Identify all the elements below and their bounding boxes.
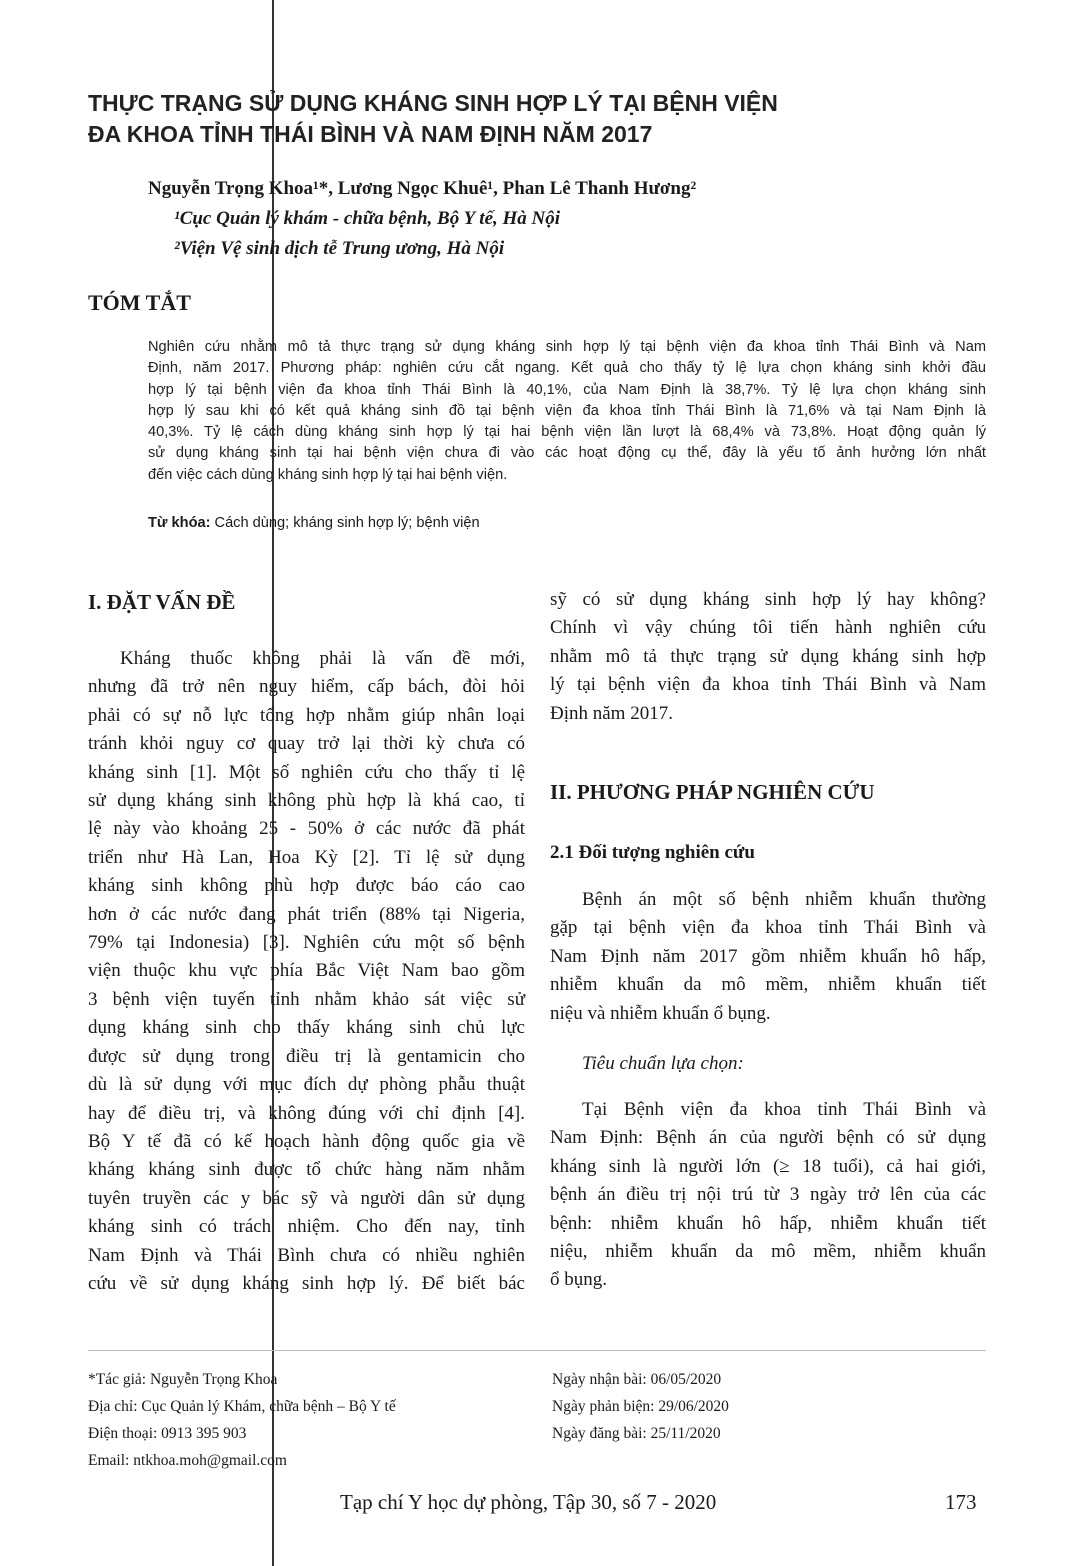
- subsection-heading: 2.1 Đối tượng nghiên cứu: [550, 842, 755, 863]
- text-line: kháng kháng sinh được tổ chức hàng năm nhằm: [88, 1159, 525, 1181]
- text-line: viện thuộc khu vực phía Bắc Việt Nam bao gồm: [88, 960, 525, 982]
- text-line: ổ bụng.: [550, 1269, 607, 1291]
- affiliation: ²Viện Vệ sinh dịch tễ Trung ương, Hà Nội: [174, 238, 505, 259]
- section-heading-methods: II. PHƯƠNG PHÁP NGHIÊN CỨU: [550, 780, 875, 804]
- affiliation: ¹Cục Quản lý khám - chữa bệnh, Bộ Y tế, Hà Nội: [174, 208, 561, 229]
- text-line: 3 bệnh viện tuyến tỉnh nhằm khảo sát việc sử: [88, 988, 525, 1010]
- footnote-divider: [88, 1350, 986, 1351]
- text-line: lệ này vào khoảng 25 - 50% ở các nước đã phát: [88, 818, 525, 840]
- text-line: Nam Định năm 2017 gồm nhiễm khuẩn hô hấp,: [550, 945, 986, 967]
- text-line: niệu và nhiễm khuẩn ổ bụng.: [550, 1002, 771, 1024]
- paper-title: [88, 88, 778, 150]
- text-line: hơn ở các nước đang phát triển (88% tại Nigeria,: [88, 903, 525, 925]
- text-line: Email: ntkhoa.moh@gmail.com: [88, 1452, 287, 1469]
- text-line: 40,3%. Tỷ lệ cách dùng kháng sinh hợp lý tại hai bệnh viện lần lượt là 68,4% và 73,8%. Hoạt động quản lý: [148, 424, 986, 441]
- text-line: Nghiên cứu nhằm mô tả thực trạng sử dụng kháng sinh hợp lý tại bệnh viện đa khoa tỉnh Thái Bình và Nam: [148, 339, 986, 355]
- text-line: gặp tại bệnh viện đa khoa tỉnh Thái Bình và: [550, 917, 986, 939]
- text-line: cứu về sử dụng kháng sinh hợp lý. Để biết bác: [88, 1272, 525, 1294]
- text-line: dụng kháng sinh cho thấy kháng sinh chủ lực: [88, 1017, 525, 1039]
- text-line: phải có sự nỗ lực tổng hợp nhằm giúp nhân loại: [88, 704, 525, 726]
- text-line: Tại Bệnh viện đa khoa tỉnh Thái Bình và: [582, 1099, 986, 1120]
- title-line: THỰC TRẠNG SỬ DỤNG KHÁNG SINH HỢP LÝ TẠI BỆNH VIỆN: [88, 90, 778, 116]
- author-contact: [88, 1366, 396, 1474]
- journal-footer: Tạp chí Y học dự phòng, Tập 30, số 7 - 2020: [340, 1490, 717, 1514]
- criteria-paragraph: [550, 1096, 986, 1295]
- text-line: kháng sinh có trách nhiệm. Cho đến nay, tỉnh: [88, 1216, 525, 1238]
- text-line: nhiễm khuẩn da mô mềm, nhiễm khuẩn tiết: [550, 974, 986, 996]
- text-line: tuyên truyền các y bác sỹ và người dân sử dụng: [88, 1187, 525, 1209]
- subjects-paragraph: [550, 886, 986, 1028]
- article-dates: [552, 1366, 729, 1447]
- keywords-value: Cách dùng; kháng sinh hợp lý; bệnh viện: [210, 515, 480, 531]
- text-line: sỹ có sử dụng kháng sinh hợp lý hay không?: [550, 589, 986, 610]
- text-line: Bộ Y tế đã có kế hoạch hành động quốc gia về: [88, 1130, 525, 1152]
- text-line: bệnh: nhiễm khuẩn hô hấp, nhiễm khuẩn tiết: [550, 1212, 986, 1234]
- text-line: lý tại bệnh viện đa khoa tỉnh Thái Bình và Nam: [550, 674, 986, 696]
- title-line: ĐA KHOA TỈNH THÁI BÌNH VÀ NAM ĐỊNH NĂM 2017: [88, 121, 653, 147]
- text-line: Ngày nhận bài: 06/05/2020: [552, 1371, 722, 1388]
- text-line: triển như Hà Lan, Hoa Kỳ [2]. Tỉ lệ sử dụng: [88, 846, 525, 868]
- text-line: nhưng đã trở nên nguy hiểm, cấp bách, đòi hỏi: [88, 676, 525, 698]
- author-list: Nguyễn Trọng Khoa¹*, Lương Ngọc Khuê¹, Phan Lê Thanh Hương²: [148, 178, 697, 199]
- text-line: nhằm mô tả thực trạng sử dụng kháng sinh hợp: [550, 645, 986, 667]
- text-line: Chính vì vậy chúng tôi tiến hành nghiên cứu: [550, 617, 986, 639]
- text-line: sử dụng kháng sinh tại hai bệnh viện chưa đi vào các hoạt động cụ thể, đây là yếu tố ảnh hưởng lớn nhất: [148, 445, 986, 462]
- section-heading-introduction: I. ĐẶT VẤN ĐỀ: [88, 590, 236, 614]
- criteria-label: Tiêu chuẩn lựa chọn:: [582, 1053, 744, 1074]
- text-line: Địa chỉ: Cục Quản lý Khám, chữa bệnh – Bộ Y tế: [88, 1398, 396, 1415]
- summary-heading: TÓM TẮT: [88, 290, 191, 315]
- text-line: 79% tại Indonesia) [3]. Nghiên cứu một số bệnh: [88, 932, 525, 954]
- text-line: dù là sử dụng với mục đích dự phòng phẫu thuật: [88, 1074, 525, 1096]
- text-line: bệnh án điều trị nội trú từ 3 ngày trở lên của các: [550, 1184, 986, 1206]
- text-line: hợp lý tại bệnh viện đa khoa tỉnh Thái Bình là 40,1%, của Nam Định là 38,7%. Tỷ lệ lựa chọn kháng sinh: [148, 381, 986, 398]
- keywords-label: Từ khóa:: [148, 515, 211, 531]
- text-line: kháng sinh không phù hợp được báo cáo cao: [88, 875, 525, 897]
- text-line: Điện thoại: 0913 395 903: [88, 1425, 247, 1442]
- text-line: Kháng thuốc không phải là vấn đề mới,: [120, 648, 525, 669]
- text-line: niệu, nhiễm khuẩn da mô mềm, nhiễm khuẩn: [550, 1241, 986, 1263]
- text-line: Ngày đăng bài: 25/11/2020: [552, 1425, 721, 1442]
- introduction-text: [88, 645, 525, 1298]
- text-line: *Tác giả: Nguyễn Trọng Khoa: [88, 1371, 278, 1388]
- text-line: sử dụng kháng sinh không phù hợp là khá cao, tỉ: [88, 790, 525, 812]
- abstract: [148, 337, 986, 486]
- text-line: tránh khỏi nguy cơ quay trở lại thời kỳ chưa có: [88, 733, 525, 755]
- text-line: kháng sinh là người lớn (≥ 18 tuổi), cả hai giới,: [550, 1155, 986, 1177]
- introduction-text-continued: [550, 586, 986, 728]
- keywords: [148, 515, 480, 531]
- text-line: Định, năm 2017. Phương pháp: nghiên cứu cắt ngang. Kết quả cho thấy tỷ lệ lựa chọn kháng sinh khởi đầu: [148, 360, 986, 377]
- authors: [148, 174, 696, 264]
- text-line: Ngày phản biện: 29/06/2020: [552, 1398, 729, 1415]
- text-line: được sử dụng trong điều trị là gentamicin cho: [88, 1045, 525, 1067]
- text-line: đến việc cách dùng kháng sinh hợp lý tại hai bệnh viện.: [148, 466, 508, 483]
- text-line: hay để điều trị, và không đúng với chỉ định [4].: [88, 1102, 525, 1124]
- text-line: Định năm 2017.: [550, 702, 673, 724]
- text-line: hợp lý sau khi có kết quả kháng sinh đồ tại bệnh viện đa khoa tỉnh Thái Bình là 71,6% và tại Nam Định là: [148, 402, 986, 419]
- text-line: Nam Định và Thái Bình chưa có nhiều nghiên: [88, 1244, 525, 1266]
- text-line: Nam Định: Bệnh án của người bệnh có sử dụng: [550, 1127, 986, 1149]
- page-number: 173: [945, 1490, 977, 1514]
- text-line: Bệnh án một số bệnh nhiễm khuẩn thường: [582, 889, 986, 910]
- text-line: kháng sinh [1]. Một số nghiên cứu cho thấy tỉ lệ: [88, 761, 525, 783]
